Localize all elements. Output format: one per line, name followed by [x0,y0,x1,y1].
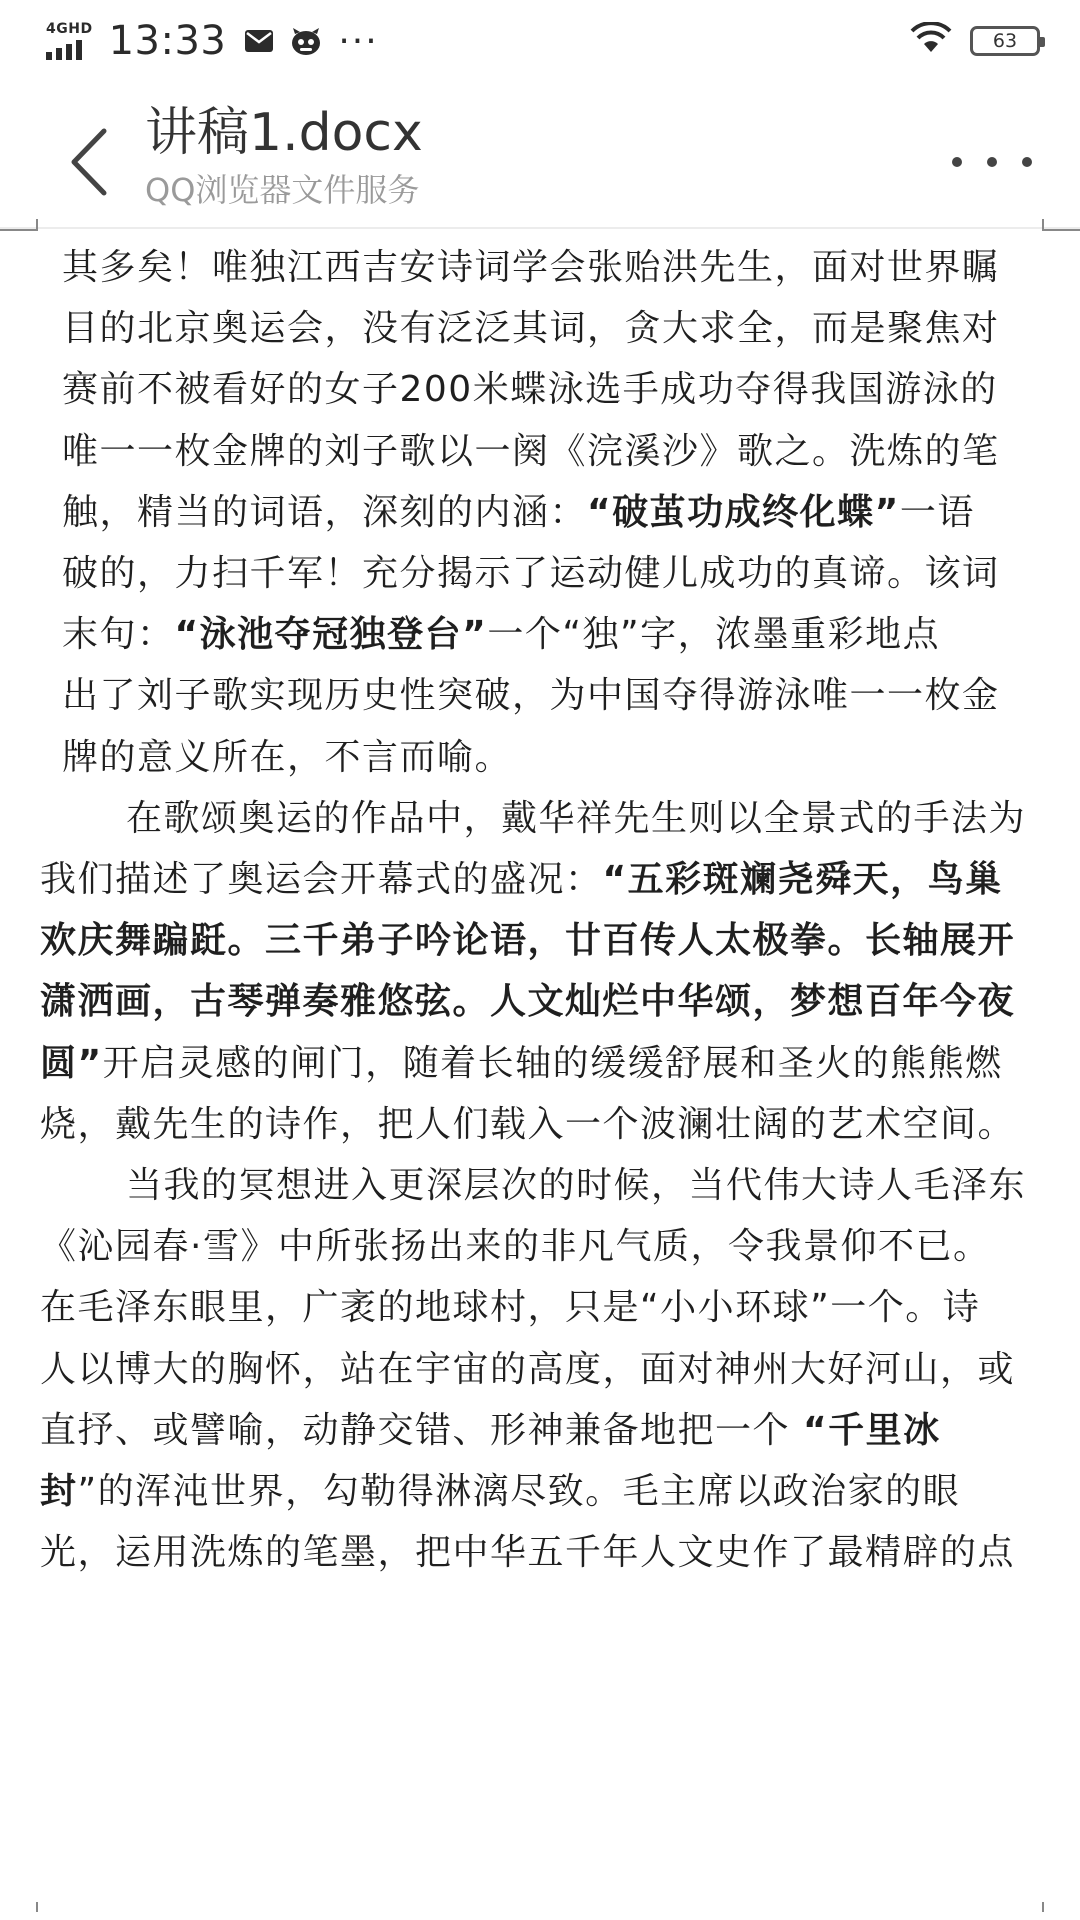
text-run: 破的，力扫千军！充分揭示了运动健儿成功的真谛。该词 [62,553,1000,594]
text-run: 光，运用洗炼的笔墨，把中华五千年人文史作了最精辟的点 [40,1532,1016,1574]
app-notification-icon [290,26,322,56]
text-run: 唯一一枚金牌的刘子歌以一阕《浣溪沙》歌之。洗炼的笔 [62,430,1000,472]
bold-text-run: “破茧功成终化蝶” [587,491,900,533]
text-run: 《沁园春·雪》中所张扬出来的非凡气质，令我景仰不已。 [40,1226,991,1268]
text-run: 末句： [62,614,175,656]
battery-icon [970,26,1040,56]
text-run: ”的浑沌世界，勾勒得淋漓尽致。毛主席以政治家的眼 [77,1471,961,1512]
page-corner-mark [36,1902,38,1912]
more-options-button[interactable] [952,142,1032,182]
status-time: 13:33 [108,18,227,64]
chevron-left-icon [68,127,108,197]
mail-icon [244,29,274,53]
text-run: 人以博大的胸怀，站在宇宙的高度，面对神州大好河山，或 [40,1348,1016,1390]
bold-text-run: 封 [40,1471,78,1512]
text-run: 在毛泽东眼里，广袤的地球村，只是“小小环球”一个。诗 [40,1287,981,1329]
document-page[interactable] [0,229,1080,1889]
bold-text-run: “五彩斑斓尧舜天，鸟巢 [602,859,1003,900]
page-corner-mark [36,219,38,229]
text-run: 烧，戴先生的诗作，把人们载入一个波澜壮阔的艺术空间。 [40,1103,1016,1145]
more-icon [952,157,962,167]
text-run: 在歌颂奥运的作品中，戴华祥先生则以全景式的手法为 [126,797,1027,839]
page-corner-mark [1042,1902,1044,1912]
page-corner-mark [1042,219,1044,229]
text-run: 直抒、或譬喻，动静交错、形神兼备地把一个 [40,1409,803,1451]
more-icon-dot [987,157,997,167]
text-run: 一语 [899,491,975,533]
text-run: 出了刘子歌实现历史性突破，为中国夺得游泳唯一一枚金 [62,675,1000,717]
bold-text-run: “泳池夺冠独登台” [174,614,488,656]
document-title: 讲稿1.docx [145,103,423,163]
text-run: 当我的冥想进入更深层次的时候，当代伟大诗人毛泽东 [126,1165,1027,1206]
document-source-subtitle: QQ浏览器文件服务 [145,171,420,209]
bold-text-run: 潇洒画，古琴弹奏雅悠弦。人文灿烂中华颂，梦想百年今夜 [40,981,1016,1023]
text-run: 牌的意义所在，不言而喻。 [62,736,513,778]
text-run: 开启灵感的闸门，随着长轴的缓缓舒展和圣火的熊熊燃 [102,1042,1003,1084]
text-run: 其多矣！唯独江西吉安诗词学会张贻洪先生，面对世界瞩 [62,247,1000,288]
bold-text-run: “千里冰 [802,1409,941,1451]
text-run: 触，精当的词语，深刻的内涵： [62,491,588,533]
document-line [40,1516,1040,1590]
more-notifications-indicator: ··· [338,20,379,62]
title-bar [0,90,1080,220]
signal-indicator [46,22,93,60]
bold-text-run: 圆” [40,1042,103,1084]
battery-level: 63 [992,30,1018,52]
text-run: 目的北京奥运会，没有泛泛其词，贪大求全，而是聚焦对 [62,308,1000,350]
signal-bars-icon [46,38,82,60]
more-icon-dot [1022,157,1032,167]
network-type-label: 4GHD [46,21,93,37]
status-bar [0,0,1080,82]
text-run: 我们描述了奥运会开幕式的盛况： [40,859,603,900]
bold-text-run: 欢庆舞蹁跹。三千弟子吟论语，廿百传人太极拳。长轴展开 [40,920,1016,962]
text-run: 赛前不被看好的女子200米蝶泳选手成功夺得我国游泳的 [62,369,998,411]
text-run: 一个“独”字，浓墨重彩地点 [487,614,941,656]
back-button[interactable] [58,122,118,202]
wifi-icon [910,18,952,64]
